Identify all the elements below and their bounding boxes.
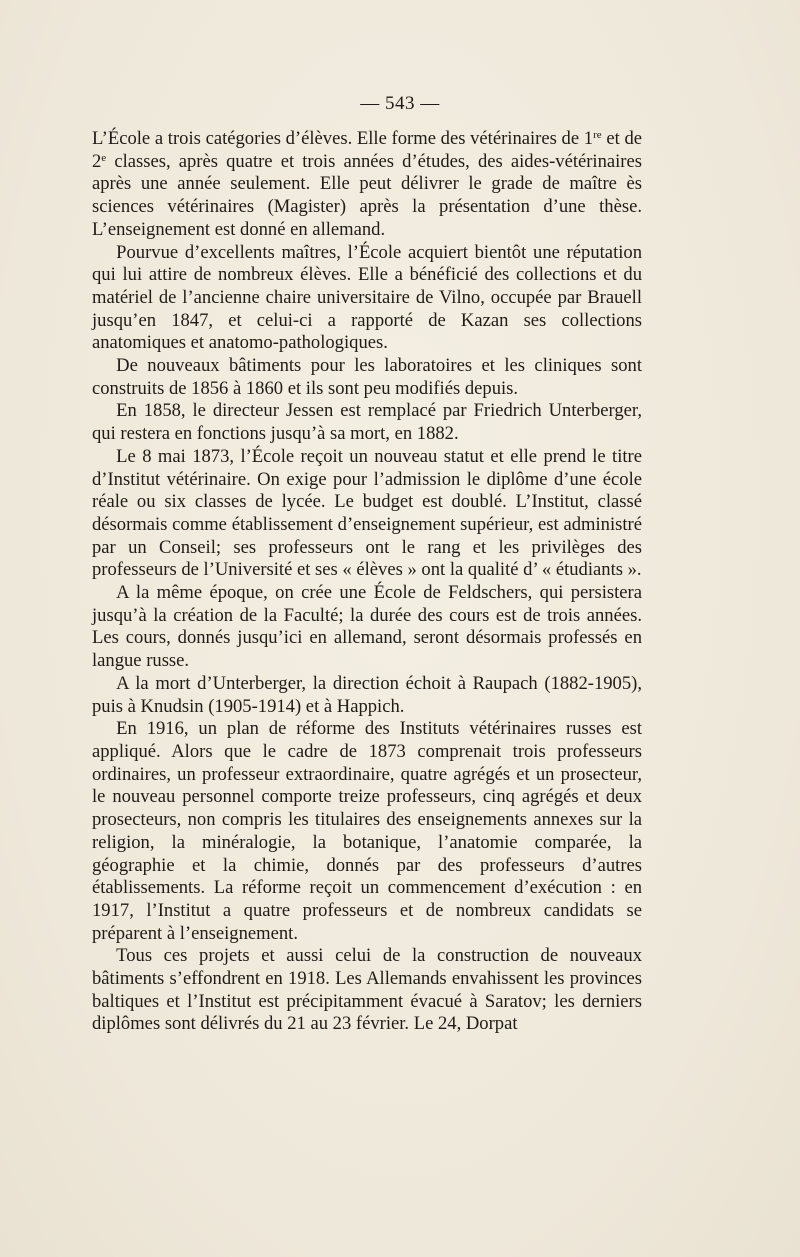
paragraph-4: En 1858, le directeur Jessen est remplacé par Friedrich Unterberger, qui restera en fonctions jusqu’à sa mort, en 1882. — [92, 400, 642, 445]
paragraph-8: En 1916, un plan de réforme des Instituts vétérinaires russes est appliqué. Alors que le cadre de 1873 comprenait trois professeurs ordinaires, un professeur extraordinaire, quatre agrégés et un prosecteur, le nouveau personnel comporte treize professeurs, cinq agrégés et deux prosecteurs, non compris les titulaires des enseignements annexes sur la religion, la minéralogie, la botanique, l’anatomie comparée, la géographie et la chimie, donnés par des professeurs d’autres établissements. La réforme reçoit un commencement d’exécution : en 1917, l’Institut a quatre professeurs et de nombreux candidats se préparent à l’enseignement. — [92, 718, 642, 944]
paragraph-7: A la mort d’Unterberger, la direction échoit à Raupach (1882-1905), puis à Knudsin (1905-1914) et à Happich. — [92, 672, 642, 717]
paragraph-1: L’École a trois catégories d’élèves. Elle forme des vétérinaires de 1re et de 2e classes, après quatre et trois années d’études, des aides-vétérinaires après une année seulement. Elle peut délivrer le grade de maître ès sciences vétérinaires (Magister) après la présentation d’une thèse. L’enseignement est donné en allemand. — [92, 128, 642, 240]
body-text — [92, 128, 642, 1036]
paragraph-6: A la même époque, on crée une École de Feldschers, qui persistera jusqu’à la création de la Faculté; la durée des cours est de trois années. Les cours, donnés jusqu’ici en allemand, seront désormais professés en langue russe. — [92, 582, 642, 672]
page-number: — 543 — — [360, 93, 440, 114]
paragraph-2: Pourvue d’excellents maîtres, l’École acquiert bientôt une réputation qui lui attire de nombreux élèves. Elle a bénéficié des collections et du matériel de l’ancienne chaire universitaire de Vilno, occupée par Brauell jusqu’en 1847, et celui-ci a rapporté de Kazan ses collections anatomiques et anatomo-pathologiques. — [92, 241, 642, 354]
paragraph-5: Le 8 mai 1873, l’École reçoit un nouveau statut et elle prend le titre d’Institut vétérinaire. On exige pour l’admission le diplôme d’une école réale ou six classes de lycée. Le budget est doublé. L’Institut, classé désormais comme établissement d’enseignement supérieur, est administré par un Conseil; ses professeurs ont le rang et les privilèges des professeurs de l’Université et ses « élèves » ont la qualité d’ « étudiants ». — [92, 445, 642, 581]
paragraph-3: De nouveaux bâtiments pour les laboratoires et les cliniques sont construits de 1856 à 1860 et ils sont peu modifiés depuis. — [92, 355, 642, 399]
paragraph-9: Tous ces projets et aussi celui de la construction de nouveaux bâtiments s’effondrent en 1918. Les Allemands envahissent les provinces baltiques et l’Institut est précipitamment évacué à Saratov; les derniers diplômes sont délivrés du 21 au 23 février. Le 24, Dorpat — [92, 945, 642, 1035]
